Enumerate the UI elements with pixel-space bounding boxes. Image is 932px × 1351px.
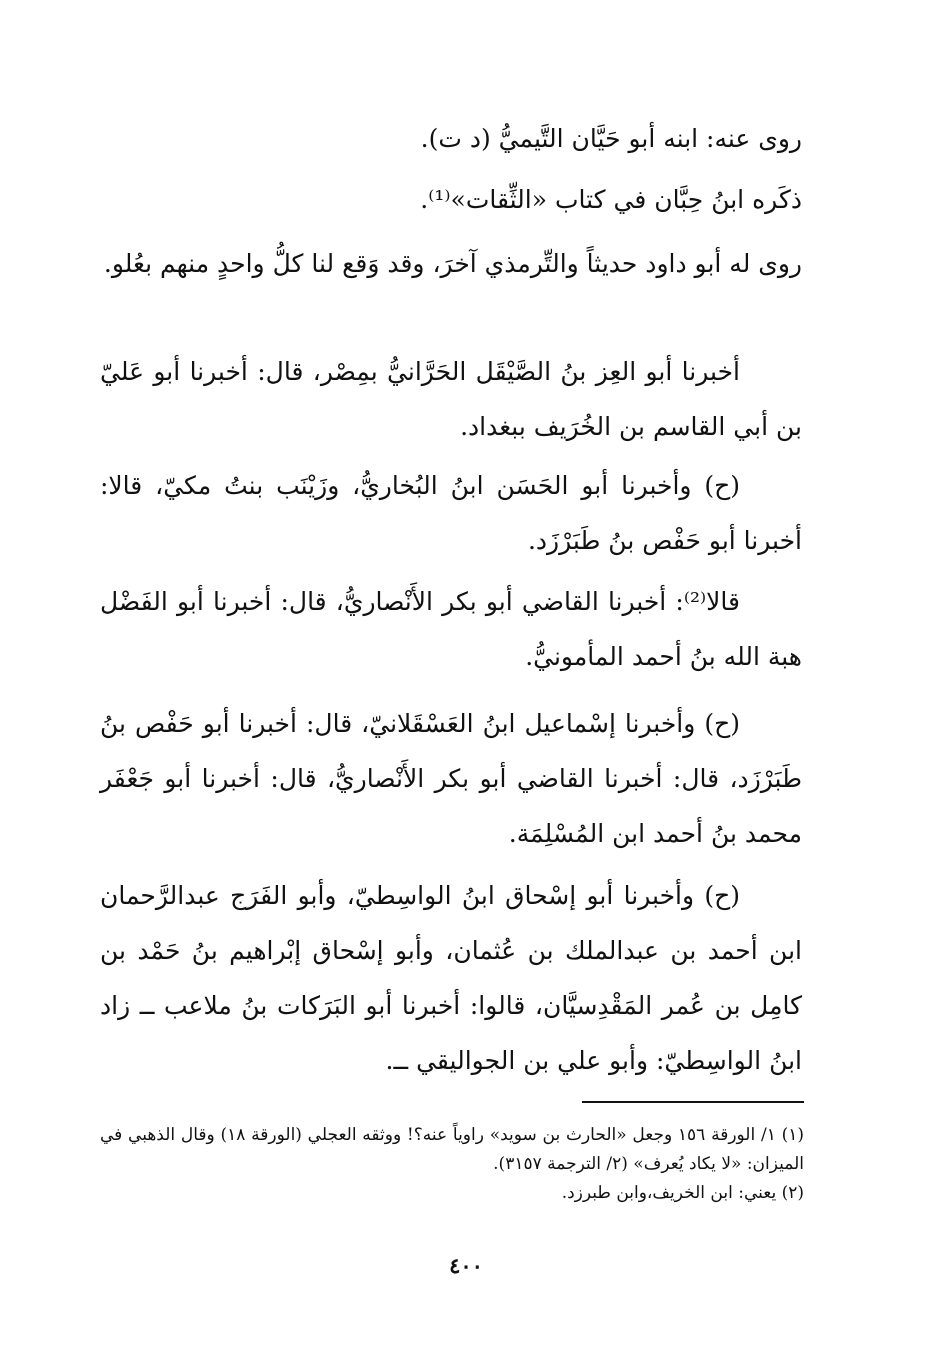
paragraph-1 <box>100 236 802 291</box>
paragraph-text: روى له أبو داود حديثاً والتِّرمذي آخرَ، وقد وَقع لنا كلُّ واحدٍ منهم بعُلو. <box>103 249 802 278</box>
footnote-divider <box>582 1101 804 1103</box>
paragraph-3 <box>100 458 802 568</box>
footnotes <box>100 1121 804 1208</box>
paragraph-text: قالا⁽²⁾: أخبرنا القاضي أبو بكر الأَنْصاريُّ، قال: أخبرنا أبو الفَضْل هبة الله بنُ أحمد المأمونيُّ. <box>100 587 802 671</box>
paragraph-text: (ح) وأخبرنا إسْماعيل ابنُ العَسْقَلانيّ، قال: أخبرنا أبو حَفْص بنُ طَبَرْزَد، قال: أخبرنا القاضي أبو بكر الأَنْصاريُّ، قال: أخبرنا أبو جَعْفَر محمد بنُ أحمد ابن المُسْلِمَة. <box>100 709 802 848</box>
paragraph-6 <box>100 868 802 1088</box>
paragraph-5 <box>100 696 802 861</box>
footnote-1: (١) ١/ الورقة ١٥٦ وجعل «الحارث بن سويد» راوياً عنه؟! ووثقه العجلي (الورقة ١٨) وقال الذهبي في الميزان: «لا يكاد يُعرف» (٢/ الترجمة ٣١٥٧). <box>100 1125 805 1174</box>
paragraph-4 <box>100 574 802 684</box>
footnote-2: (٢) يعني: ابن الخريف،وابن طبرزد. <box>561 1183 804 1203</box>
paragraph-2 <box>100 344 802 454</box>
narrators-line: روى عنه: ابنه أبو حَيَّان التَّيميُّ (د ت). <box>420 124 802 153</box>
paragraph-text: أخبرنا أبو العِز بنُ الصَّيْقَل الحَرَّانيُّ بمِصْر، قال: أخبرنا أبو عَليّ بن أبي القاسم بن الخُرَيف ببغداد. <box>100 357 802 441</box>
ibn-hibban-line: ذكَره ابنُ حِبَّان في كتاب «الثِّقات»⁽¹⁾. <box>420 185 802 214</box>
paragraph-text: (ح) وأخبرنا أبو إسْحاق ابنُ الواسِطيّ، وأبو الفَرَج عبدالرَّحمان ابن أحمد بن عبدالملك بن عُثمان، وأبو إسْحاق إبْراهيم بنُ حَمْد بن كامِل بن عُمر المَقْدِسيَّان، قالوا: أخبرنا أبو البَرَكات بنُ ملاعب ــ زاد ابنُ الواسِطيّ: وأبو علي بن الجواليقي ــ. <box>100 881 802 1075</box>
paragraph-text: (ح) وأخبرنا أبو الحَسَن ابنُ البُخاريُّ، وزَيْنَب بنتُ مكيّ، قالا: أخبرنا أبو حَفْص بنُ طَبَرْزَد. <box>100 471 802 555</box>
page-number: ٤٠٠ <box>449 1253 483 1278</box>
